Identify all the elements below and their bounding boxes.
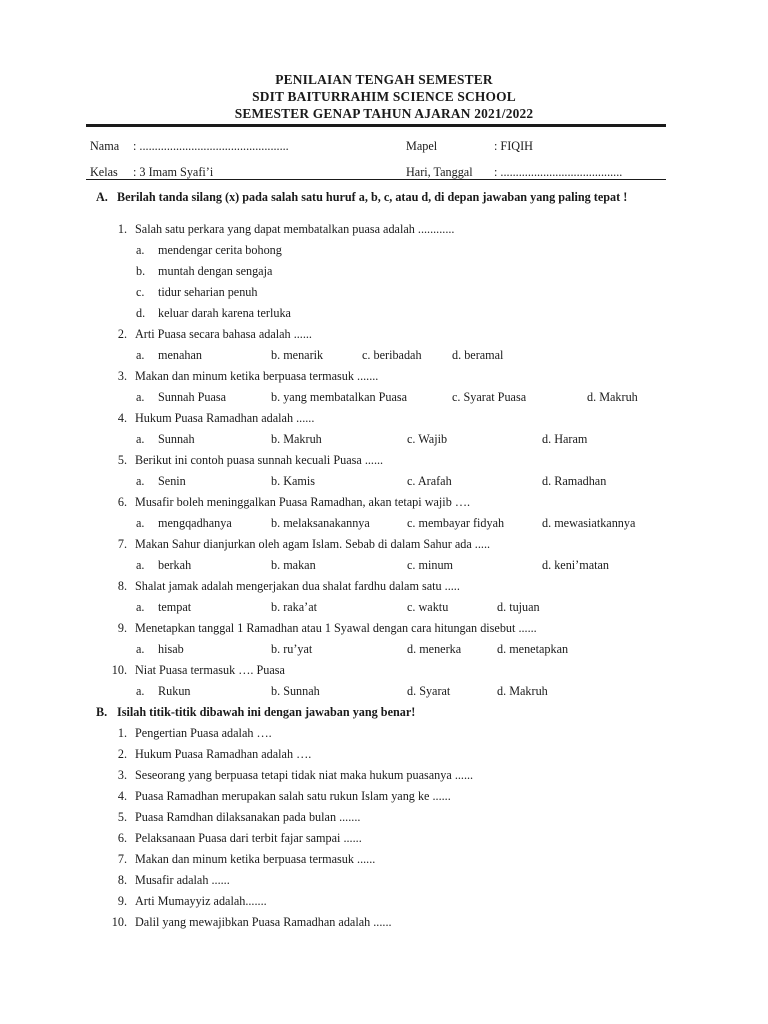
question-number: 1. <box>117 726 127 740</box>
hari-tanggal-label: Hari, Tanggal <box>406 165 473 179</box>
nama-label: Nama <box>90 139 120 153</box>
question-number: 10. <box>111 663 127 677</box>
question-number: 4. <box>117 411 127 425</box>
question-text: Dalil yang mewajibkan Puasa Ramadhan adalah ...... <box>135 915 392 929</box>
option-c: c. waktu <box>407 600 449 614</box>
question-number: 10. <box>111 915 127 929</box>
question-text: Arti Mumayyiz adalah....... <box>135 894 267 908</box>
info-divider <box>86 179 666 180</box>
option-letter: a. <box>136 558 145 572</box>
question-text: Pelaksanaan Puasa dari terbit fajar sampai ...... <box>135 831 362 845</box>
question-number: 9. <box>117 894 127 908</box>
option-b: b. melaksanakannya <box>271 516 370 530</box>
question-number: 7. <box>117 852 127 866</box>
question-text: Makan Sahur dianjurkan oleh agam Islam. Sebab di dalam Sahur ada ..... <box>135 537 491 551</box>
option-b: b. Sunnah <box>271 684 320 698</box>
section-a-letter: A. <box>96 190 108 204</box>
option-c: c. minum <box>407 558 454 572</box>
question-number: 6. <box>117 831 127 845</box>
option-text: Rukun <box>158 684 191 698</box>
question-number: 5. <box>117 810 127 824</box>
header-title: PENILAIAN TENGAH SEMESTER <box>275 72 493 87</box>
option-d: d. tujuan <box>497 600 540 614</box>
option-b: b. Kamis <box>271 474 316 488</box>
question-text: Pengertian Puasa adalah …. <box>135 726 272 740</box>
question-number: 5. <box>117 453 127 467</box>
option-c: c. Arafah <box>407 474 452 488</box>
kelas-value: : 3 Imam Syafi’i <box>133 165 214 179</box>
option-d: d. keni’matan <box>542 558 610 572</box>
question-text: Menetapkan tanggal 1 Ramadhan atau 1 Syawal dengan cara hitungan disebut ...... <box>135 621 537 635</box>
option-d: d. Ramadhan <box>542 474 607 488</box>
option-d: d. Makruh <box>587 390 638 404</box>
kelas-label: Kelas <box>90 165 118 179</box>
option-letter: a. <box>136 432 145 446</box>
option-letter: a. <box>136 348 145 362</box>
option-d: d. menetapkan <box>497 642 569 656</box>
header-school: SDIT BAITURRAHIM SCIENCE SCHOOL <box>252 89 516 104</box>
question-number: 4. <box>117 789 127 803</box>
hari-tanggal-value: : ........................................ <box>494 165 623 179</box>
question-text: Puasa Ramdhan dilaksanakan pada bulan ....... <box>135 810 361 824</box>
option-b: b. menarik <box>271 348 324 362</box>
section-b-letter: B. <box>96 705 108 719</box>
option-letter: b. <box>136 264 146 278</box>
option-c: d. Syarat <box>407 684 451 698</box>
question-text: Berikut ini contoh puasa sunnah kecuali Puasa ...... <box>135 453 384 467</box>
question-text: Musafir adalah ...... <box>135 873 230 887</box>
option-text: mendengar cerita bohong <box>158 243 282 257</box>
option-c: d. menerka <box>407 642 462 656</box>
option-letter: a. <box>136 390 145 404</box>
question-text: Arti Puasa secara bahasa adalah ...... <box>135 327 312 341</box>
question-number: 1. <box>117 222 127 236</box>
question-number: 7. <box>117 537 127 551</box>
question-text: Puasa Ramadhan merupakan salah satu rukun Islam yang ke ...... <box>135 789 451 803</box>
header-divider-thick <box>86 124 666 127</box>
option-text: tidur seharian penuh <box>158 285 258 299</box>
question-text: Musafir boleh meninggalkan Puasa Ramadhan, akan tetapi wajib …. <box>135 495 471 509</box>
option-letter: a. <box>136 600 145 614</box>
question-text: Shalat jamak adalah mengerjakan dua shalat fardhu dalam satu ..... <box>135 579 460 593</box>
question-text: Makan dan minum ketika berpuasa termasuk ...... <box>135 852 376 866</box>
question-text: Salah satu perkara yang dapat membatalkan puasa adalah ............ <box>135 222 455 236</box>
option-text: hisab <box>158 642 184 656</box>
option-d: d. beramal <box>452 348 504 362</box>
option-letter: a. <box>136 243 145 257</box>
option-text: tempat <box>158 600 192 614</box>
option-text: Sunnah Puasa <box>158 390 227 404</box>
question-number: 9. <box>117 621 127 635</box>
option-letter: c. <box>136 285 145 299</box>
option-letter: a. <box>136 684 145 698</box>
question-text: Niat Puasa termasuk …. Puasa <box>135 663 285 677</box>
option-c: c. membayar fidyah <box>407 516 505 530</box>
option-c: c. beribadah <box>362 348 422 362</box>
option-text: menahan <box>158 348 202 362</box>
option-letter: a. <box>136 474 145 488</box>
mapel-label: Mapel <box>406 139 438 153</box>
question-text: Seseorang yang berpuasa tetapi tidak niat maka hukum puasanya ...... <box>135 768 474 782</box>
nama-value: : ................................................. <box>133 139 289 153</box>
option-d: d. Makruh <box>497 684 548 698</box>
question-number: 2. <box>117 747 127 761</box>
option-b: b. ru’yat <box>271 642 313 656</box>
question-number: 2. <box>117 327 127 341</box>
option-text: berkah <box>158 558 192 572</box>
question-text: Hukum Puasa Ramadhan adalah …. <box>135 747 312 761</box>
header-semester: SEMESTER GENAP TAHUN AJARAN 2021/2022 <box>234 106 534 121</box>
mapel-value: : FIQIH <box>494 139 533 153</box>
section-b-instruction: Isilah titik-titik dibawah ini dengan jawaban yang benar! <box>117 705 416 719</box>
question-text: Hukum Puasa Ramadhan adalah ...... <box>135 411 315 425</box>
section-a-instruction: Berilah tanda silang (x) pada salah satu huruf a, b, c, atau d, di depan jawaban yang paling tepat ! <box>117 190 628 204</box>
question-number: 6. <box>117 495 127 509</box>
document-header <box>0 71 768 122</box>
option-b: b. raka’at <box>271 600 318 614</box>
question-number: 3. <box>117 369 127 383</box>
option-text: Sunnah <box>158 432 195 446</box>
question-number: 8. <box>117 579 127 593</box>
option-b: b. makan <box>271 558 316 572</box>
option-d: d. mewasiatkannya <box>542 516 636 530</box>
option-text: mengqadhanya <box>158 516 232 530</box>
option-text: Senin <box>158 474 186 488</box>
option-letter: a. <box>136 642 145 656</box>
option-c: c. Syarat Puasa <box>452 390 527 404</box>
option-c: c. Wajib <box>407 432 448 446</box>
option-letter: a. <box>136 516 145 530</box>
option-letter: d. <box>136 306 146 320</box>
question-text: Makan dan minum ketika berpuasa termasuk ....... <box>135 369 379 383</box>
question-number: 3. <box>117 768 127 782</box>
option-text: keluar darah karena terluka <box>158 306 291 320</box>
option-b: b. Makruh <box>271 432 322 446</box>
option-text: muntah dengan sengaja <box>158 264 273 278</box>
question-number: 8. <box>117 873 127 887</box>
option-b: b. yang membatalkan Puasa <box>271 390 408 404</box>
option-d: d. Haram <box>542 432 588 446</box>
